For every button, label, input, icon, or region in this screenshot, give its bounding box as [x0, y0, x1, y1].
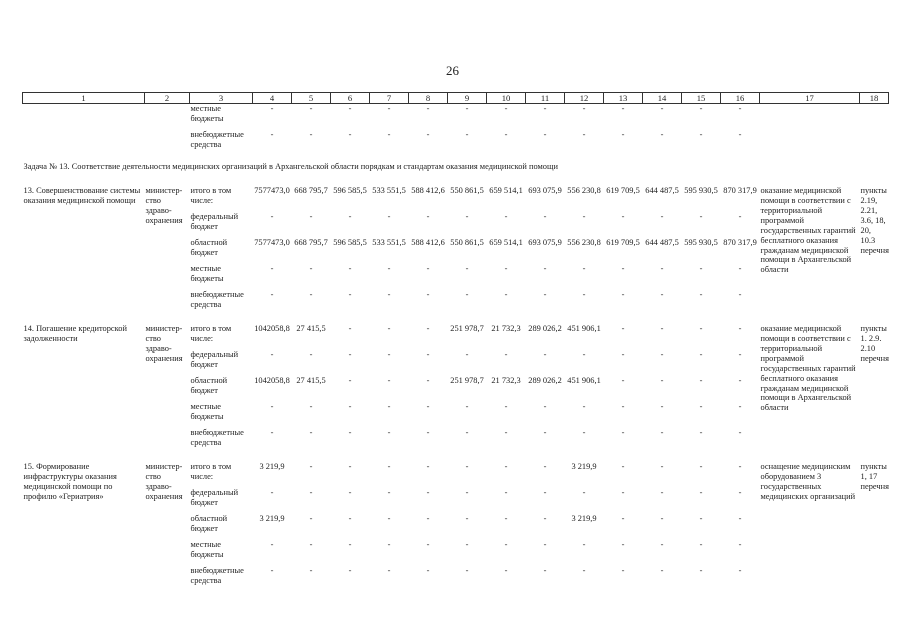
value-cell: -: [387, 350, 391, 360]
value-cell: -: [699, 104, 703, 114]
value-cell: -: [348, 376, 352, 386]
header-row: [23, 93, 889, 104]
value-cell: -: [504, 350, 508, 360]
value-cell: -: [465, 488, 469, 498]
value-cell: 668 795,7: [294, 238, 328, 248]
value-cell: -: [543, 104, 547, 114]
value-cell: -: [621, 264, 625, 274]
value-cell: -: [699, 462, 703, 472]
value-cell: -: [582, 402, 586, 412]
value-cell: -: [465, 566, 469, 576]
source-label: итого в том числе:: [190, 462, 232, 482]
header-cell: 13: [604, 93, 643, 104]
value-cell: -: [543, 264, 547, 274]
value-cell: -: [309, 212, 313, 222]
value-cell: -: [660, 130, 664, 140]
measure-result: оказание медицинской помощи в соответствии с территориальной программой государственных гарантий бесплатного оказания гражданам медицинской помощи в Архангельской области: [760, 186, 856, 275]
spacer-cell: [23, 454, 889, 462]
value-cell: -: [699, 350, 703, 360]
value-cell: -: [270, 350, 274, 360]
measure-link: пункты 1. 2.9. 2.10 перечня: [860, 324, 889, 363]
header-cell: 18: [860, 93, 889, 104]
value-cell: -: [699, 514, 703, 524]
value-cell: 556 230,8: [567, 186, 601, 196]
value-cell: -: [621, 514, 625, 524]
value-cell: -: [543, 212, 547, 222]
value-cell: -: [543, 514, 547, 524]
value-cell: -: [387, 104, 391, 114]
value-cell: 870 317,9: [723, 238, 757, 248]
value-cell: -: [387, 130, 391, 140]
value-cell: -: [504, 540, 508, 550]
value-cell: -: [426, 290, 430, 300]
value-cell: -: [660, 350, 664, 360]
empty-cell: [145, 104, 190, 131]
value-cell: -: [660, 514, 664, 524]
value-cell: -: [309, 290, 313, 300]
header-cell: 17: [760, 93, 860, 104]
value-cell: 7577473,0: [254, 238, 290, 248]
header-cell: 5: [292, 93, 331, 104]
header-cell: 7: [370, 93, 409, 104]
source-label: местные бюджеты: [190, 402, 224, 422]
value-cell: -: [504, 104, 508, 114]
value-cell: -: [582, 350, 586, 360]
value-cell: -: [738, 566, 742, 576]
value-cell: -: [348, 290, 352, 300]
value-cell: -: [465, 264, 469, 274]
header-cell: 8: [409, 93, 448, 104]
value-cell: 659 514,1: [489, 186, 523, 196]
value-cell: 619 709,5: [606, 238, 640, 248]
value-cell: -: [621, 290, 625, 300]
value-cell: -: [621, 428, 625, 438]
value-cell: 27 415,5: [296, 376, 326, 386]
value-cell: -: [348, 540, 352, 550]
value-cell: 251 978,7: [450, 376, 484, 386]
value-cell: -: [270, 488, 274, 498]
source-label: внебюджетные средства: [190, 566, 244, 586]
value-cell: -: [348, 514, 352, 524]
value-cell: -: [504, 462, 508, 472]
source-label: местные бюджеты: [190, 264, 224, 284]
value-cell: -: [309, 566, 313, 576]
header-cell: 9: [448, 93, 487, 104]
value-cell: -: [504, 264, 508, 274]
source-label: федеральный бюджет: [190, 212, 239, 232]
value-cell: -: [582, 488, 586, 498]
value-cell: -: [465, 212, 469, 222]
source-label: внебюджетные средства: [190, 290, 244, 310]
value-cell: -: [738, 462, 742, 472]
header-cell: 3: [190, 93, 253, 104]
value-cell: -: [387, 514, 391, 524]
source-label: местные бюджеты: [190, 540, 224, 560]
value-cell: -: [309, 104, 313, 114]
value-cell: -: [699, 428, 703, 438]
value-cell: -: [543, 566, 547, 576]
value-cell: -: [660, 540, 664, 550]
value-cell: -: [699, 402, 703, 412]
source-label: внебюджетные средства: [190, 428, 244, 448]
header-cell: 14: [643, 93, 682, 104]
value-cell: 251 978,7: [450, 324, 484, 334]
value-cell: -: [582, 566, 586, 576]
value-cell: -: [270, 566, 274, 576]
measure-row: [23, 462, 889, 488]
value-cell: -: [348, 566, 352, 576]
measure-name: 15. Формирование инфраструктуры оказания медицинской помощи по профилю «Гериатрия»: [23, 462, 117, 501]
measure-name: 13. Совершенствование системы оказания медицинской помощи: [23, 186, 141, 206]
value-cell: -: [426, 566, 430, 576]
spacer-row: [23, 454, 889, 462]
value-cell: -: [738, 428, 742, 438]
header-cell: 15: [682, 93, 721, 104]
value-cell: -: [348, 488, 352, 498]
value-cell: -: [309, 350, 313, 360]
spacer-cell: [23, 316, 889, 324]
value-cell: 550 861,5: [450, 238, 484, 248]
value-cell: -: [660, 566, 664, 576]
value-cell: -: [309, 462, 313, 472]
value-cell: -: [738, 402, 742, 412]
value-cell: -: [465, 350, 469, 360]
value-cell: 533 551,5: [372, 186, 406, 196]
measure-result: оказание медицинской помощи в соответствии с территориальной программой государственных гарантий бесплатного оказания гражданам медицинской помощи в Архангельской области: [760, 324, 856, 413]
value-cell: -: [426, 212, 430, 222]
value-cell: -: [660, 462, 664, 472]
empty-cell: [23, 130, 145, 156]
empty-cell: [145, 130, 190, 156]
value-cell: -: [660, 428, 664, 438]
value-cell: 1042058,8: [254, 376, 290, 386]
value-cell: -: [348, 428, 352, 438]
value-cell: 3 219,9: [259, 514, 285, 524]
value-cell: -: [699, 290, 703, 300]
header-cell: 11: [526, 93, 565, 104]
source-label: внебюджетные средства: [190, 130, 244, 150]
value-cell: 595 930,5: [684, 186, 718, 196]
header-cell: 6: [331, 93, 370, 104]
empty-cell: [760, 104, 860, 131]
value-cell: 644 487,5: [645, 186, 679, 196]
value-cell: -: [621, 462, 625, 472]
value-cell: -: [387, 290, 391, 300]
value-cell: -: [504, 428, 508, 438]
value-cell: -: [309, 264, 313, 274]
source-label: итого в том числе:: [190, 324, 232, 344]
source-label: областной бюджет: [190, 514, 228, 534]
measure-executor: министер-ство здраво-охранения: [145, 186, 183, 225]
value-cell: -: [348, 324, 352, 334]
value-cell: -: [426, 540, 430, 550]
value-cell: -: [699, 566, 703, 576]
value-cell: -: [504, 212, 508, 222]
value-cell: -: [699, 488, 703, 498]
value-cell: -: [387, 376, 391, 386]
value-cell: 588 412,6: [411, 186, 445, 196]
value-cell: -: [465, 290, 469, 300]
task-title: Задача № 13. Соответствие деятельности медицинских организаций в Архангельской области порядкам и стандартам оказания медицинской помощи: [23, 162, 558, 172]
value-cell: -: [387, 324, 391, 334]
value-cell: -: [465, 402, 469, 412]
value-cell: 289 026,2: [528, 376, 562, 386]
header-cell: 1: [23, 93, 145, 104]
source-label: областной бюджет: [190, 376, 228, 396]
value-cell: 3 219,9: [259, 462, 285, 472]
value-cell: -: [621, 566, 625, 576]
empty-cell: [860, 130, 889, 156]
value-cell: 668 795,7: [294, 186, 328, 196]
value-cell: -: [738, 104, 742, 114]
value-cell: 1042058,8: [254, 324, 290, 334]
value-cell: -: [465, 104, 469, 114]
value-cell: -: [348, 212, 352, 222]
value-cell: -: [270, 264, 274, 274]
value-cell: 588 412,6: [411, 238, 445, 248]
value-cell: -: [738, 290, 742, 300]
value-cell: -: [270, 290, 274, 300]
value-cell: 596 585,5: [333, 238, 367, 248]
value-cell: -: [621, 488, 625, 498]
value-cell: -: [543, 462, 547, 472]
value-cell: -: [387, 488, 391, 498]
value-cell: -: [660, 324, 664, 334]
value-cell: -: [621, 324, 625, 334]
value-cell: -: [387, 540, 391, 550]
value-cell: -: [582, 264, 586, 274]
value-cell: -: [270, 540, 274, 550]
value-cell: -: [348, 104, 352, 114]
measure-executor: министер-ство здраво-охранения: [145, 324, 183, 363]
value-cell: -: [309, 514, 313, 524]
value-cell: -: [699, 212, 703, 222]
value-cell: -: [621, 402, 625, 412]
header-cell: 16: [721, 93, 760, 104]
value-cell: 556 230,8: [567, 238, 601, 248]
value-cell: -: [543, 488, 547, 498]
empty-cell: [860, 104, 889, 131]
value-cell: -: [465, 462, 469, 472]
value-cell: 21 732,3: [491, 376, 521, 386]
value-cell: -: [504, 488, 508, 498]
value-cell: -: [348, 350, 352, 360]
value-cell: -: [699, 540, 703, 550]
value-cell: -: [738, 212, 742, 222]
measure-result: оснащение медицинским оборудованием 3 государственных медицинских организаций: [760, 462, 856, 501]
value-cell: -: [660, 104, 664, 114]
value-cell: 619 709,5: [606, 186, 640, 196]
value-cell: -: [582, 104, 586, 114]
continuation-row: [23, 104, 889, 131]
value-cell: 644 487,5: [645, 238, 679, 248]
value-cell: -: [426, 130, 430, 140]
value-cell: 21 732,3: [491, 324, 521, 334]
value-cell: 451 906,1: [567, 324, 601, 334]
value-cell: -: [543, 402, 547, 412]
value-cell: -: [270, 428, 274, 438]
value-cell: -: [699, 324, 703, 334]
value-cell: -: [582, 130, 586, 140]
value-cell: -: [309, 540, 313, 550]
value-cell: -: [504, 514, 508, 524]
value-cell: -: [426, 376, 430, 386]
value-cell: -: [426, 350, 430, 360]
value-cell: -: [621, 212, 625, 222]
measure-executor: министер-ство здраво-охранения: [145, 462, 183, 501]
measure-row: [23, 324, 889, 350]
value-cell: -: [699, 264, 703, 274]
spacer-row: [23, 316, 889, 324]
header-cell: 10: [487, 93, 526, 104]
value-cell: 3 219,9: [571, 514, 597, 524]
source-label: федеральный бюджет: [190, 488, 239, 508]
value-cell: -: [621, 376, 625, 386]
value-cell: 27 415,5: [296, 324, 326, 334]
value-cell: -: [465, 540, 469, 550]
value-cell: -: [426, 104, 430, 114]
value-cell: -: [504, 290, 508, 300]
value-cell: 693 075,9: [528, 186, 562, 196]
page-number: 26: [446, 63, 459, 78]
value-cell: -: [504, 402, 508, 412]
value-cell: -: [426, 514, 430, 524]
value-cell: -: [621, 104, 625, 114]
value-cell: -: [348, 130, 352, 140]
value-cell: 693 075,9: [528, 238, 562, 248]
value-cell: -: [543, 290, 547, 300]
empty-cell: [760, 130, 860, 156]
value-cell: -: [387, 264, 391, 274]
source-label: федеральный бюджет: [190, 350, 239, 370]
value-cell: -: [504, 566, 508, 576]
value-cell: -: [387, 462, 391, 472]
value-cell: -: [270, 212, 274, 222]
value-cell: -: [543, 428, 547, 438]
header-cell: 4: [253, 93, 292, 104]
value-cell: -: [309, 402, 313, 412]
value-cell: -: [738, 130, 742, 140]
value-cell: -: [270, 130, 274, 140]
value-cell: 289 026,2: [528, 324, 562, 334]
value-cell: -: [426, 462, 430, 472]
value-cell: -: [309, 130, 313, 140]
value-cell: -: [465, 428, 469, 438]
value-cell: -: [426, 402, 430, 412]
value-cell: 595 930,5: [684, 238, 718, 248]
value-cell: -: [387, 402, 391, 412]
empty-cell: [23, 104, 145, 131]
value-cell: -: [738, 540, 742, 550]
value-cell: -: [543, 350, 547, 360]
value-cell: -: [309, 428, 313, 438]
value-cell: -: [348, 264, 352, 274]
value-cell: -: [738, 376, 742, 386]
value-cell: 451 906,1: [567, 376, 601, 386]
value-cell: 3 219,9: [571, 462, 597, 472]
value-cell: 7577473,0: [254, 186, 290, 196]
value-cell: 870 317,9: [723, 186, 757, 196]
header-cell: 12: [565, 93, 604, 104]
source-label: местные бюджеты: [190, 104, 224, 124]
value-cell: -: [699, 376, 703, 386]
value-cell: -: [660, 212, 664, 222]
value-cell: -: [582, 428, 586, 438]
value-cell: -: [309, 488, 313, 498]
value-cell: -: [738, 324, 742, 334]
value-cell: -: [582, 212, 586, 222]
value-cell: -: [543, 130, 547, 140]
value-cell: -: [543, 540, 547, 550]
value-cell: -: [738, 350, 742, 360]
value-cell: -: [387, 212, 391, 222]
value-cell: -: [660, 290, 664, 300]
value-cell: -: [582, 540, 586, 550]
value-cell: -: [738, 264, 742, 274]
value-cell: 659 514,1: [489, 238, 523, 248]
value-cell: -: [426, 428, 430, 438]
source-label: итого в том числе:: [190, 186, 232, 206]
measure-link: пункты 2.19, 2.21, 3.6, 18, 20, 10.3 перечня: [860, 186, 889, 255]
value-cell: -: [699, 130, 703, 140]
value-cell: -: [348, 402, 352, 412]
value-cell: -: [660, 488, 664, 498]
value-cell: -: [621, 540, 625, 550]
value-cell: -: [738, 488, 742, 498]
value-cell: -: [387, 566, 391, 576]
header-cell: 2: [145, 93, 190, 104]
measure-row: [23, 186, 889, 212]
value-cell: -: [621, 130, 625, 140]
source-label: областной бюджет: [190, 238, 228, 258]
value-cell: 533 551,5: [372, 238, 406, 248]
program-table: [22, 92, 889, 592]
task-row: [23, 156, 889, 186]
value-cell: -: [738, 514, 742, 524]
value-cell: -: [426, 488, 430, 498]
value-cell: 596 585,5: [333, 186, 367, 196]
continuation-row: [23, 130, 889, 156]
value-cell: -: [465, 514, 469, 524]
value-cell: -: [582, 290, 586, 300]
value-cell: -: [660, 376, 664, 386]
value-cell: -: [387, 428, 391, 438]
value-cell: -: [621, 350, 625, 360]
value-cell: -: [660, 264, 664, 274]
value-cell: -: [270, 402, 274, 412]
value-cell: -: [348, 462, 352, 472]
value-cell: -: [270, 104, 274, 114]
value-cell: -: [465, 130, 469, 140]
value-cell: -: [660, 402, 664, 412]
value-cell: -: [426, 264, 430, 274]
measure-name: 14. Погашение кредиторской задолженности: [23, 324, 127, 344]
value-cell: 550 861,5: [450, 186, 484, 196]
measure-link: пункты 1, 17 перечня: [860, 462, 889, 491]
value-cell: -: [426, 324, 430, 334]
value-cell: -: [504, 130, 508, 140]
